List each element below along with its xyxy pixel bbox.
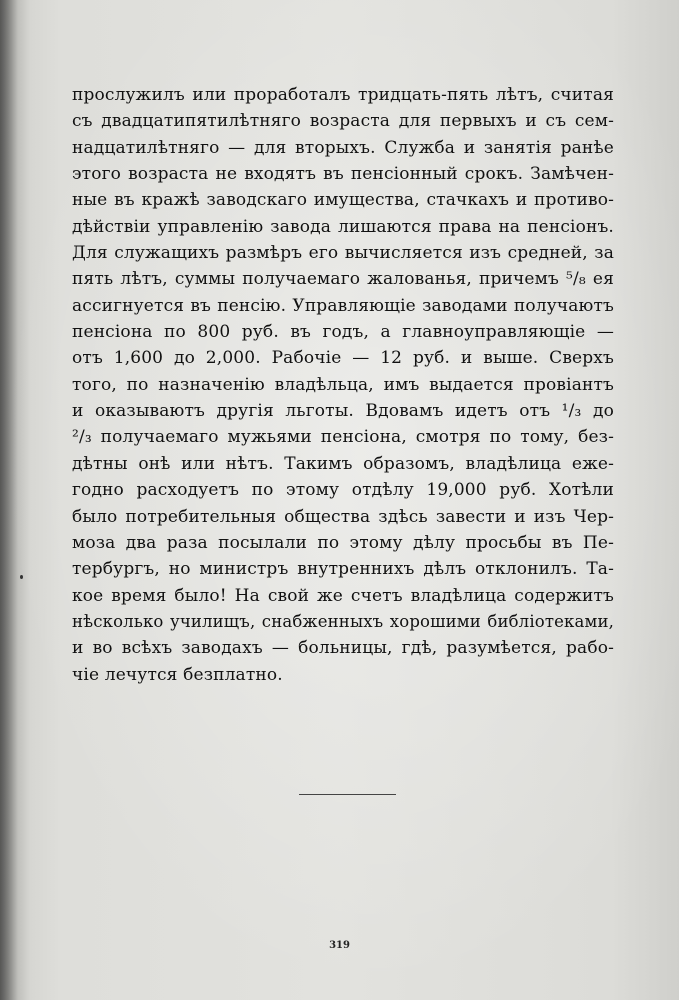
page-number: 319: [329, 940, 350, 951]
text-line: и оказываютъ другія льготы. Вдовамъ идетъ отъ ¹/₃ до: [72, 401, 614, 422]
text-line: этого возраста не входятъ въ пенсіонный срокъ. Замѣчен-: [72, 164, 614, 185]
print-speck: [20, 575, 23, 579]
text-line: ные въ кражѣ заводскаго имущества, стачкахъ и противо-: [72, 190, 614, 211]
text-line: моза два раза посылали по этому дѣлу просьбы въ Пе-: [72, 532, 614, 553]
body-text: [72, 82, 614, 688]
text-line: дѣтны онѣ или нѣтъ. Такимъ образомъ, владѣлица еже-: [72, 453, 614, 474]
text-line: Для служащихъ размѣръ его вычисляется изъ средней, за: [72, 243, 614, 264]
text-line: нѣсколько училищъ, снабженныхъ хорошими библіотеками,: [72, 611, 614, 631]
text-line: отъ 1,600 до 2,000. Рабочіе — 12 руб. и выше. Сверхъ: [72, 348, 614, 369]
text-line: и во всѣхъ заводахъ — больницы, гдѣ, разумѣется, рабо-: [72, 638, 614, 659]
text-line: съ двадцатипятилѣтняго возраста для первыхъ и съ сем-: [72, 111, 614, 132]
section-divider: [299, 794, 396, 795]
text-line: того, по назначенію владѣльца, имъ выдается провіантъ: [72, 374, 614, 395]
text-line: ассигнуется въ пенсію. Управляющіе заводами получаютъ: [72, 295, 614, 316]
text-line: ²/₃ получаемаго мужьями пенсіона, смотря по тому, без-: [72, 427, 614, 448]
text-line: пять лѣтъ, суммы получаемаго жалованья, причемъ ⁵/₈ ея: [72, 269, 614, 290]
text-line: годно расходуетъ по этому отдѣлу 19,000 руб. Хотѣли: [72, 480, 614, 501]
text-line: кое время было! На свой же счетъ владѣлица содержитъ: [72, 585, 614, 606]
text-line: дѣйствіи управленію завода лишаются права на пенсіонъ.: [72, 216, 614, 237]
text-line: надцатилѣтняго — для вторыхъ. Служба и занятія ранѣе: [72, 137, 614, 158]
spine-shadow: [0, 0, 18, 1000]
text-line: прослужилъ или проработалъ тридцать-пять лѣтъ, считая: [72, 85, 614, 105]
text-line: было потребительныя общества здѣсь завести и изъ Чер-: [72, 506, 614, 527]
text-line-last: чіе лечутся безплатно.: [72, 664, 283, 685]
text-line: пенсіона по 800 руб. въ годъ, а главноуправляющіе —: [72, 322, 614, 343]
text-line: тербургъ, но министръ внутреннихъ дѣлъ отклонилъ. Та-: [72, 559, 614, 580]
